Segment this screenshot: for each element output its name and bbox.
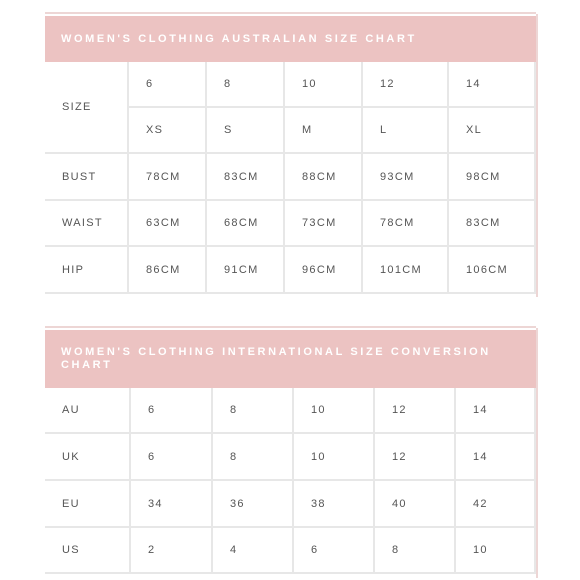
australian-size-table bbox=[45, 62, 536, 298]
international-size-chart bbox=[45, 326, 536, 578]
measurement-cell: 106CM bbox=[449, 247, 536, 294]
letter-size-cell: XS bbox=[129, 108, 207, 154]
letter-size-cell: M bbox=[285, 108, 363, 154]
conversion-cell: 34 bbox=[131, 481, 213, 528]
row-label: BUST bbox=[45, 154, 129, 201]
letter-size-cell: XL bbox=[449, 108, 536, 154]
measurement-cell: 98CM bbox=[449, 154, 536, 201]
conversion-cell: 38 bbox=[294, 481, 375, 528]
measurement-cell: 63CM bbox=[129, 201, 207, 247]
region-label: EU bbox=[45, 481, 131, 528]
international-chart-title: WOMEN'S CLOTHING INTERNATIONAL SIZE CONVERSION CHART bbox=[45, 330, 536, 388]
size-label: SIZE bbox=[45, 62, 129, 154]
conversion-cell: 2 bbox=[131, 528, 213, 574]
numeric-size-cell: 12 bbox=[363, 62, 449, 108]
measurement-cell: 83CM bbox=[449, 201, 536, 247]
australian-chart-title: WOMEN'S CLOTHING AUSTRALIAN SIZE CHART bbox=[45, 16, 536, 62]
numeric-size-cell: 10 bbox=[285, 62, 363, 108]
conversion-cell: 6 bbox=[294, 528, 375, 574]
numeric-size-cell: 14 bbox=[449, 62, 536, 108]
measurement-cell: 93CM bbox=[363, 154, 449, 201]
region-label: UK bbox=[45, 434, 131, 481]
measurement-cell: 86CM bbox=[129, 247, 207, 294]
conversion-cell: 8 bbox=[213, 388, 294, 434]
conversion-cell: 6 bbox=[131, 434, 213, 481]
conversion-cell: 10 bbox=[294, 434, 375, 481]
measurement-cell: 91CM bbox=[207, 247, 285, 294]
conversion-cell: 36 bbox=[213, 481, 294, 528]
conversion-cell: 4 bbox=[213, 528, 294, 574]
conversion-cell: 42 bbox=[456, 481, 536, 528]
measurement-cell: 78CM bbox=[363, 201, 449, 247]
conversion-cell: 10 bbox=[294, 388, 375, 434]
measurement-cell: 88CM bbox=[285, 154, 363, 201]
measurement-cell: 101CM bbox=[363, 247, 449, 294]
measurement-cell: 96CM bbox=[285, 247, 363, 294]
conversion-cell: 6 bbox=[131, 388, 213, 434]
numeric-size-cell: 8 bbox=[207, 62, 285, 108]
letter-size-cell: L bbox=[363, 108, 449, 154]
conversion-cell: 10 bbox=[456, 528, 536, 574]
numeric-size-cell: 6 bbox=[129, 62, 207, 108]
conversion-cell: 8 bbox=[213, 434, 294, 481]
measurement-cell: 78CM bbox=[129, 154, 207, 201]
conversion-cell: 12 bbox=[375, 434, 456, 481]
conversion-cell: 40 bbox=[375, 481, 456, 528]
measurement-cell: 73CM bbox=[285, 201, 363, 247]
region-label: AU bbox=[45, 388, 131, 434]
international-size-table bbox=[45, 388, 536, 574]
measurement-cell: 68CM bbox=[207, 201, 285, 247]
conversion-cell: 12 bbox=[375, 388, 456, 434]
measurement-cell: 83CM bbox=[207, 154, 285, 201]
region-label: US bbox=[45, 528, 131, 574]
letter-size-cell: S bbox=[207, 108, 285, 154]
australian-size-chart bbox=[45, 12, 536, 297]
conversion-cell: 8 bbox=[375, 528, 456, 574]
conversion-cell: 14 bbox=[456, 388, 536, 434]
row-label: WAIST bbox=[45, 201, 129, 247]
conversion-cell: 14 bbox=[456, 434, 536, 481]
row-label: HIP bbox=[45, 247, 129, 294]
